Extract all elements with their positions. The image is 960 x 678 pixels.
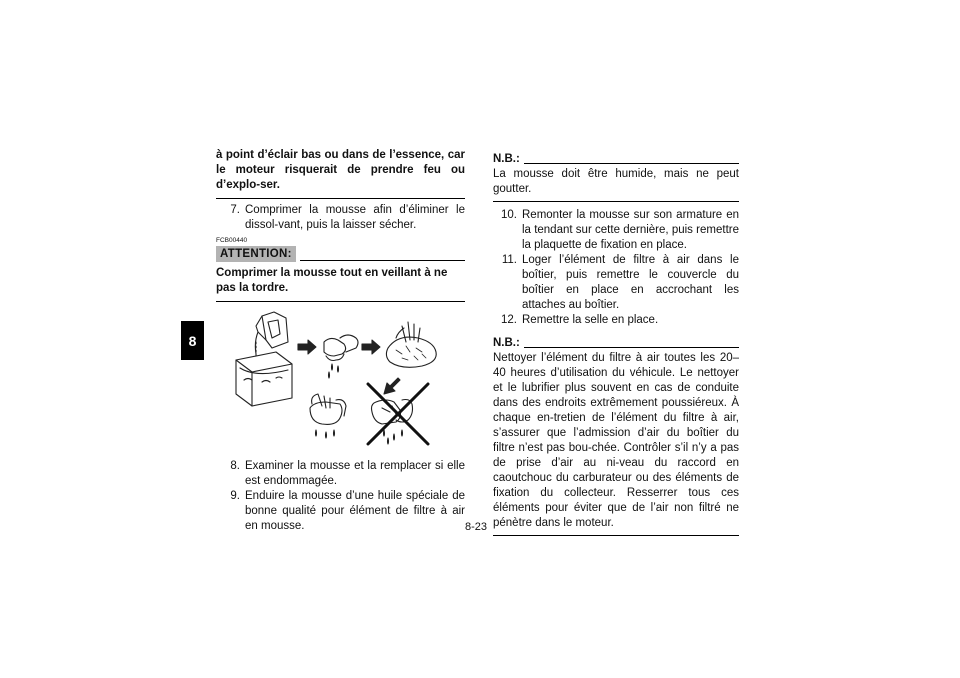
step-8 <box>216 459 465 489</box>
left-column <box>216 148 465 534</box>
press-hands-icon <box>310 394 346 438</box>
step-12 <box>493 313 739 328</box>
prohibited-cross-icon <box>368 384 428 444</box>
attention-header <box>216 246 465 262</box>
note-1-end-rule <box>493 201 739 202</box>
attention-end-rule <box>216 301 465 302</box>
step-11-number: 11. <box>501 254 517 266</box>
note-1-header <box>493 152 739 167</box>
note-1-label: N.B.: <box>493 153 520 165</box>
step-9-number: 9. <box>230 490 240 502</box>
note-2-header <box>493 336 739 351</box>
step-9-text: Enduire la mousse d’une huile spéciale de bonne qualité pour élément de filtre à air en mousse. <box>245 490 465 532</box>
note-2-text: Nettoyer l’élément du filtre à air toutes les 20–40 heures d’utilisation du véhicule. Le nettoyer et le lubrifier plus souvent en cas de conduite dans des endroits extrêmement poussiéreux. À chaque en-tretien de l’élément du filtre à air, s’assurer que l’admission d’air du boîtier du filtre n’est pas bou-chée. Contrôler s’il n’y a pas de prise d’air au ni-veau du raccord en caoutchouc du carburateur ou des éléments de fixation du collecteur. Resserrer tous ces éléments pour éviter que de l’air non filtré ne pénètre dans le moteur. <box>493 352 739 529</box>
squeeze-hands-icon <box>324 335 358 378</box>
step-7-number: 7. <box>230 204 240 216</box>
note-2-header-rule <box>524 347 739 348</box>
note-2-label: N.B.: <box>493 337 520 349</box>
solvent-can-icon <box>255 312 288 356</box>
step-8-text: Examiner la mousse et la remplacer si elle est endommagée. <box>245 460 465 487</box>
arrow-right-icon-1 <box>298 340 316 354</box>
attention-text: Comprimer la mousse tout en veillant à ne pas la tordre. <box>216 267 448 294</box>
reference-code: FCB00440 <box>216 237 248 244</box>
step-12-number: 12. <box>501 314 517 326</box>
step-11 <box>493 253 739 313</box>
step-10-number: 10. <box>501 209 517 221</box>
page-number: 8-23 <box>465 521 488 533</box>
illustration-svg <box>216 308 465 446</box>
basin-icon <box>236 352 292 406</box>
chapter-tab: 8 <box>181 321 204 360</box>
note-1-header-rule <box>524 163 739 164</box>
note-2-end-rule <box>493 535 739 536</box>
note-1-text: La mousse doit être humide, mais ne peut goutter. <box>493 168 739 195</box>
step-11-text: Loger l’élément de filtre à air dans le boîtier, puis remettre le couvercle du boîtier en place en accrochant les attaches au boîtier. <box>522 254 739 311</box>
step-7 <box>216 203 465 233</box>
step-9 <box>216 489 465 534</box>
step-10 <box>493 208 739 253</box>
attention-header-rule <box>300 260 465 261</box>
foam-cleaning-illustration <box>216 308 465 451</box>
arrow-right-icon-2 <box>362 340 380 354</box>
warning-end-rule <box>216 198 465 199</box>
attention-label: ATTENTION: <box>216 246 296 262</box>
step-7-text: Comprimer la mousse afin d’éliminer le dissol-vant, puis la laisser sécher. <box>245 204 465 231</box>
step-8-number: 8. <box>230 460 240 472</box>
warning-tail-text: à point d’éclair bas ou dans de l’essence, car le moteur risquerait de prendre feu ou d’explo-ser. <box>216 149 465 191</box>
drying-foam-icon <box>386 322 436 367</box>
arrow-down-left-icon <box>384 378 400 394</box>
step-10-text: Remonter la mousse sur son armature en la tendant sur cette dernière, puis remettre la plaquette de fixation en place. <box>522 209 739 251</box>
right-column <box>493 152 739 536</box>
step-12-text: Remettre la selle en place. <box>522 314 659 326</box>
